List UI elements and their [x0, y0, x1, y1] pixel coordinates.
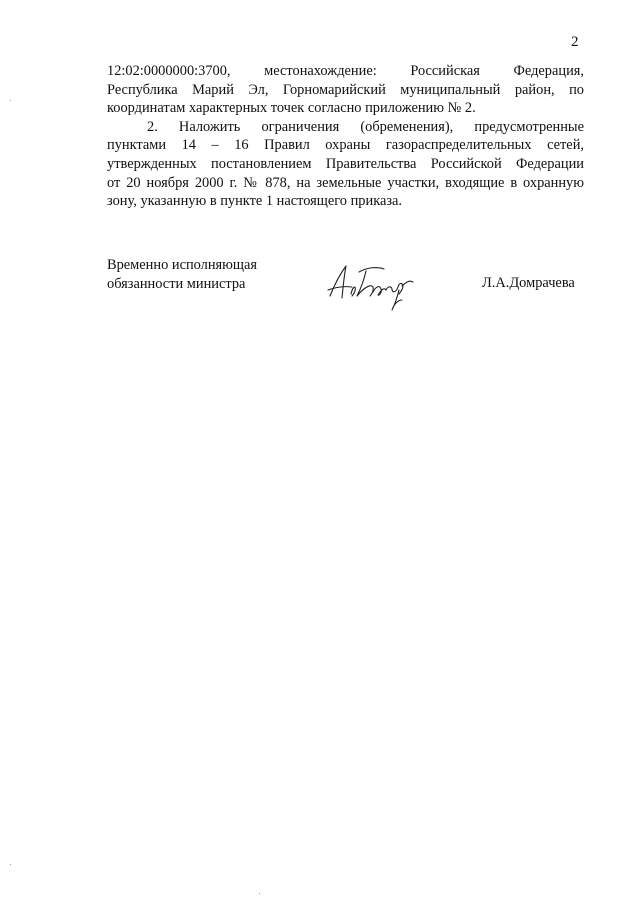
scan-speck [259, 893, 260, 894]
body-line: от 20 ноября 2000 г. № 878, на земельные участки, входящие в охранную [107, 174, 584, 191]
body-line: пунктами 14 – 16 Правил охраны газораспределительных сетей, [107, 137, 584, 154]
scan-speck [10, 100, 11, 101]
signer-position-line: Временно исполняющая [107, 257, 258, 273]
body-line: координатам характерных точек согласно приложению № 2. [107, 100, 476, 117]
body-line: Республика Марий Эл, Горномарийский муниципальный район, по [107, 81, 584, 98]
scan-speck [10, 864, 11, 865]
page-number: 2 [571, 34, 579, 50]
signer-name: Л.А.Домрачева [482, 275, 575, 291]
body-line: утвержденных постановлением Правительства Российской Федерации [107, 155, 584, 172]
signer-position-line: обязанности министра [107, 276, 246, 292]
body-line: зону, указанную в пункте 1 настоящего приказа. [107, 193, 403, 210]
body-line: 12:02:0000000:3700, местонахождение: Российская Федерация, [107, 63, 584, 79]
document-body [107, 62, 584, 211]
body-line: 2. Наложить ограничения (обременения), предусмотренные [147, 118, 584, 135]
handwritten-signature [326, 260, 418, 312]
signer-position [107, 256, 257, 294]
